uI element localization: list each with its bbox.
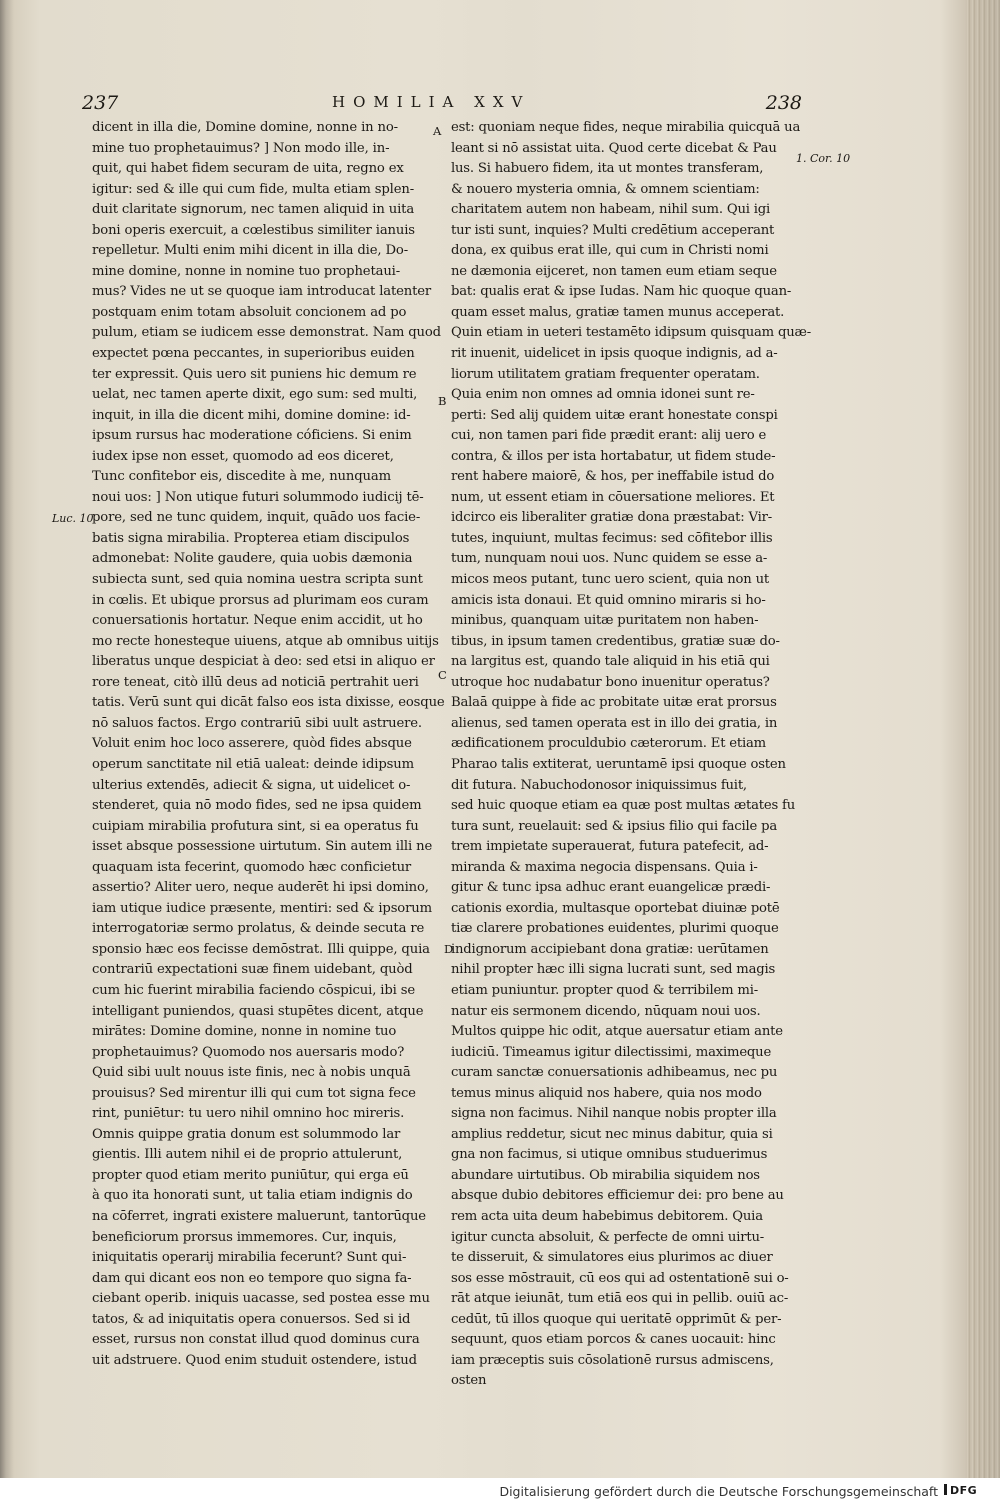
- left-column-line: mine tuo prophetauimus? ] Non modo ille, in-: [92, 140, 390, 156]
- digitization-footer: [0, 1478, 1000, 1504]
- right-column-line: iam præceptis suis cōsolationē rursus admiscens,: [451, 1352, 774, 1368]
- left-column-line: in cœlis. Et ubique prorsus ad plurimam eos curam: [92, 592, 429, 608]
- left-column-line: nō saluos factos. Ergo contrariū sibi uult astruere.: [92, 715, 422, 731]
- left-column-line: na cōferret, ingrati existere maluerunt, tantorūque: [92, 1208, 426, 1224]
- left-column-line: quit, qui habet fidem securam de uita, regno ex: [92, 161, 404, 177]
- right-column-line: & nouero mysteria omnia, & omnem scientiam:: [451, 181, 760, 197]
- right-column-line: minibus, quanquam uitæ puritatem non haben-: [451, 613, 759, 629]
- left-column-line: mirātes: Domine domine, nonne in nomine tuo: [92, 1024, 397, 1040]
- right-column-line: Balaā quippe à fide ac probitate uitæ erat prorsus: [451, 695, 777, 711]
- left-column-line: assertio? Aliter uero, neque auderēt hi ipsi domino,: [92, 880, 429, 896]
- right-column-line: rent habere maiorē, & hos, per ineffabile istud do: [451, 469, 775, 485]
- right-column-line: Quia enim non omnes ad omnia idonei sunt re-: [451, 387, 755, 403]
- right-column-line: rāt atque ieiunāt, tum etiā eos qui in pellib. ouiū ac-: [451, 1291, 789, 1307]
- left-column-line: iam utique iudice præsente, mentiri: sed & ipsorum: [92, 900, 432, 916]
- margin-letter-d: D: [444, 942, 454, 956]
- left-column-line: dicent in illa die, Domine domine, nonne in no-: [92, 120, 398, 135]
- left-column-line: iudex ipse non esset, quomodo ad eos diceret,: [92, 448, 394, 464]
- margin-letter-a: A: [433, 124, 442, 138]
- left-column-line: inquit, in illa die dicent mihi, domine domine: id-: [92, 407, 411, 423]
- left-column-line: quaquam ista fecerint, quomodo hæc conficietur: [92, 859, 412, 875]
- right-column-line: tur isti sunt, inquies? Multi credētium acceperant: [451, 222, 775, 238]
- running-title: HOMILIA XXV: [332, 93, 531, 111]
- left-column-line: igitur: sed & ille qui cum fide, multa etiam splen-: [92, 181, 415, 197]
- left-column-line: uelat, nec tamen aperte dixit, ego sum: sed multi,: [92, 387, 418, 403]
- left-column-line: prouisus? Sed mirentur illi qui cum tot signa fece: [92, 1085, 416, 1101]
- left-column-line: iniquitatis operarij mirabilia fecerunt? Sunt qui-: [92, 1250, 407, 1266]
- right-column-line: ne dæmonia eijceret, non tamen eum etiam seque: [451, 263, 777, 279]
- right-column-line: etiam puniuntur. propter quod & terribilem mi-: [451, 982, 758, 998]
- right-column-line: na largitus est, quando tale aliquid in his etiā qui: [451, 654, 770, 670]
- left-column-line: contrariū expectationi suæ finem uidebant, quòd: [92, 962, 413, 978]
- left-column-line: uit adstruere. Quod enim studuit ostendere, istud: [92, 1352, 417, 1368]
- page-number-right: 238: [765, 92, 802, 114]
- left-column-line: beneficiorum prorsus immemores. Cur, inquis,: [92, 1229, 397, 1245]
- margin-letter-b: B: [438, 394, 447, 408]
- left-column-line: Quid sibi uult nouus iste finis, nec à nobis unquā: [92, 1065, 411, 1081]
- left-column-line: stenderet, quia nō modo fides, sed ne ipsa quidem: [92, 798, 422, 814]
- right-column-line: te disseruit, & simulatores eius plurimos ac diuer: [451, 1250, 773, 1266]
- right-column-line: Pharao talis extiterat, ueruntamē ipsi quoque osten: [451, 756, 786, 772]
- left-column-line: propter quod etiam merito puniūtur, qui erga eū: [92, 1167, 409, 1183]
- right-column-line: leant si nō assistat uita. Quod certe dicebat & Pau: [451, 140, 777, 156]
- right-column-line: alienus, sed tamen operata est in illo dei gratia, in: [451, 715, 778, 731]
- right-column-line: bat: qualis erat & ipse Iudas. Nam hic quoque quan-: [451, 284, 792, 300]
- left-column-line: Omnis quippe gratia donum est solummodo lar: [92, 1126, 401, 1142]
- right-column-line: liorum utilitatem gratiam frequenter operatam.: [451, 366, 760, 382]
- left-column-line: boni operis exercuit, a cœlestibus similiter ianuis: [92, 222, 415, 238]
- left-column-line: ulterius extendēs, adiecit & signa, ut uidelicet o-: [92, 777, 411, 793]
- left-column-line: sponsio hæc eos fecisse demōstrat. Illi quippe, quia: [92, 941, 430, 957]
- left-column-line: postquam enim totam absoluit concionem ad po: [92, 304, 407, 320]
- left-column-line: duit claritate signorum, nec tamen aliquid in uita: [92, 202, 415, 218]
- left-column-line: ciebant operib. iniquis uacasse, sed postea esse mu: [92, 1291, 430, 1307]
- left-column-line: batis signa mirabilia. Propterea etiam discipulos: [92, 530, 410, 546]
- page-number-left: 237: [82, 92, 119, 114]
- left-column-line: cum hic fuerint mirabilia faciendo cōspicui, ibi se: [92, 982, 416, 998]
- left-column-line: subiecta sunt, sed quia nomina uestra scripta sunt: [92, 572, 423, 588]
- left-column-line: expectet pœna peccantes, in superioribus euiden: [92, 346, 415, 362]
- right-column-line: cedūt, tū illos quoque qui ueritatē opprimūt & per-: [451, 1311, 782, 1327]
- left-column-line: rint, puniētur: tu uero nihil omnino hoc mireris.: [92, 1106, 405, 1122]
- right-column-line: est: quoniam neque fides, neque mirabilia quicquā ua: [451, 120, 801, 135]
- right-column-line: tutes, inquiunt, multas fecimus: sed cōfitebor illis: [451, 530, 773, 546]
- footer-credit: Digitalisierung gefördert durch die Deutsche Forschungsgemeinschaft: [499, 1484, 938, 1499]
- left-column-line: isset absque possessione uirtutum. Sin autem illi ne: [92, 839, 433, 855]
- left-column-line: conuersationis hortatur. Neque enim accidit, ut ho: [92, 613, 423, 629]
- right-column-line: sos esse mōstrauit, cū eos qui ad ostentationē sui o-: [451, 1270, 789, 1286]
- right-column-line: tibus, in ipsum tamen credentibus, gratiæ suæ do-: [451, 633, 780, 649]
- left-column-line: esset, rursus non constat illud quod dominus cura: [92, 1332, 420, 1348]
- right-text-column: [451, 118, 811, 1392]
- left-column-line: ter expressit. Quis uero sit puniens hic demum re: [92, 366, 417, 382]
- left-column-line: prophetauimus? Quomodo nos auersaris modo?: [92, 1044, 405, 1060]
- right-column-line: temus minus aliquid nos habere, quia nos modo: [451, 1085, 762, 1101]
- left-column-line: operum sanctitate nil etiā ualeat: deinde idipsum: [92, 756, 414, 772]
- left-column-line: tatos, & ad iniquitatis opera conuersos. Sed si id: [92, 1311, 411, 1327]
- right-column-line: abundare uirtutibus. Ob mirabilia siquidem nos: [451, 1167, 760, 1183]
- right-column-line: sequunt, quos etiam porcos & canes uocauit: hinc: [451, 1332, 776, 1348]
- left-column-line: tatis. Verū sunt qui dicāt falso eos ista dixisse, eosque: [92, 695, 445, 711]
- right-column-line: absque dubio debitores efficiemur dei: pro bene au: [451, 1188, 784, 1204]
- left-column-line: intelligant puniendos, quasi stupētes dicent, atque: [92, 1003, 424, 1019]
- right-column-line: cui, non tamen pari fide prædit erant: alij uero e: [451, 428, 767, 444]
- right-column-line: gitur & tunc ipsa adhuc erant euangelicæ prædi-: [451, 880, 771, 896]
- right-column-line: cationis exordia, multasque oportebat diuinæ potē: [451, 900, 780, 916]
- margin-note-corinthians: 1. Cor. 10: [796, 152, 851, 165]
- left-column-line: mo recte honesteque uiuens, atque ab omnibus uitijs: [92, 633, 439, 649]
- right-column-line: trem impietate superauerat, futura patefecit, ad-: [451, 839, 769, 855]
- left-column-line: dam qui dicant eos non eo tempore quo signa fa-: [92, 1270, 412, 1286]
- left-column-line: admonebat: Nolite gaudere, quia uobis dæmonia: [92, 551, 413, 567]
- left-column-line: pulum, etiam se iudicem esse demonstrat. Nam quod: [92, 325, 441, 341]
- right-column-line: Quin etiam in ueteri testamēto idipsum quisquam quæ-: [451, 325, 811, 341]
- right-column-line: contra, & illos per ista hortabatur, ut fidem stude-: [451, 448, 776, 464]
- right-column-line: gna non facimus, si utique omnibus studuerimus: [451, 1147, 768, 1163]
- dfg-logo: DFG: [944, 1483, 986, 1498]
- left-column-line: à quo ita honorati sunt, ut talia etiam indignis do: [92, 1188, 413, 1204]
- left-column-line: rore teneat, citò illū deus ad noticiā pertrahit ueri: [92, 674, 419, 690]
- margin-note-luke: Luc. 10: [52, 512, 94, 525]
- right-column-line: amicis ista donaui. Et quid omnino miraris si ho-: [451, 592, 766, 608]
- left-column-line: mine domine, nonne in nomine tuo prophetaui-: [92, 263, 401, 279]
- right-column-line: micos meos putant, tunc uero scient, quia non ut: [451, 572, 769, 588]
- right-column-line: idcirco eis liberaliter gratiæ dona præstabat: Vir-: [451, 510, 772, 526]
- right-column-line: osten: [451, 1373, 487, 1389]
- left-column-line: repelletur. Multi enim mihi dicent in illa die, Do-: [92, 243, 408, 259]
- page-edges: [966, 0, 1000, 1478]
- right-column-line: perti: Sed alij quidem uitæ erant honestate conspi: [451, 407, 778, 423]
- left-column-line: noui uos: ] Non utique futuri solummodo iudicij tē-: [92, 489, 424, 505]
- right-column-line: charitatem autem non habeam, nihil sum. Qui igi: [451, 202, 771, 218]
- left-column-line: interrogatoriæ sermo prolatus, & deinde secuta re: [92, 921, 425, 937]
- right-column-line: nihil propter hæc illi signa lucrati sunt, sed magis: [451, 962, 776, 978]
- left-column-line: cuipiam mirabilia profutura sint, si ea operatus fu: [92, 818, 419, 834]
- left-column-line: ipsum rursus hac moderatione cóficiens. Si enim: [92, 428, 412, 444]
- right-column-line: curam sanctæ conuersationis adhibeamus, nec pu: [451, 1065, 778, 1081]
- left-column-line: liberatus unque despiciat à deo: sed etsi in aliquo er: [92, 654, 435, 670]
- right-column-line: amplius reddetur, sicut nec minus dabitur, quia si: [451, 1126, 773, 1142]
- right-column-line: rit inuenit, uidelicet in ipsis quoque indignis, ad a-: [451, 346, 778, 362]
- right-column-line: igitur cuncta absoluit, & perfecte de omni uirtu-: [451, 1229, 764, 1245]
- right-column-line: indignorum accipiebant dona gratiæ: uerūtamen: [451, 941, 769, 957]
- right-column-line: dit futura. Nabuchodonosor iniquissimus fuit,: [451, 777, 747, 793]
- right-column-line: signa non facimus. Nihil nanque nobis propter illa: [451, 1106, 777, 1122]
- right-column-line: iudiciū. Timeamus igitur dilectissimi, maximeque: [451, 1044, 772, 1060]
- running-header: [82, 92, 802, 114]
- left-column-line: mus? Vides ne ut se quoque iam introducat latenter: [92, 284, 432, 300]
- right-column-line: tiæ clarere probationes euidentes, plurimi quoque: [451, 921, 779, 937]
- right-column-line: Multos quippe hic odit, atque auersatur etiam ante: [451, 1024, 783, 1040]
- right-column-line: num, ut essent etiam in cōuersatione meliores. Et: [451, 489, 775, 505]
- right-column-line: lus. Si habuero fidem, ita ut montes transferam,: [451, 161, 764, 177]
- left-column-line: gientis. Illi autem nihil ei de proprio attulerunt,: [92, 1147, 403, 1163]
- right-column-line: utroque hoc nudabatur bono inuenitur operatus?: [451, 674, 770, 690]
- left-text-column: [92, 118, 445, 1371]
- left-column-line: pore, sed ne tunc quidem, inquit, quādo uos facie-: [92, 510, 421, 526]
- right-column-line: sed huic quoque etiam ea quæ post multas ætates fu: [451, 798, 796, 814]
- right-column-line: tura sunt, reuelauit: sed & ipsius filio qui facile pa: [451, 818, 778, 834]
- left-column-line: Voluit enim hoc loco asserere, quòd fides absque: [92, 736, 412, 752]
- right-column-line: rem acta uita deum habebimus debitorem. Quia: [451, 1208, 763, 1224]
- right-column-line: quam esset malus, gratiæ tamen munus acceperat.: [451, 304, 785, 320]
- right-column-line: dona, ex quibus erat ille, qui cum in Christi nomi: [451, 243, 769, 259]
- margin-letter-c: C: [438, 668, 447, 682]
- right-column-line: ædificationem proculdubio cæterorum. Et etiam: [451, 736, 766, 752]
- left-column-line: Tunc confitebor eis, discedite à me, nunquam: [92, 469, 391, 485]
- right-column-line: miranda & maxima negocia dispensans. Quia i-: [451, 859, 758, 875]
- right-column-line: natur eis sermonem dicendo, nūquam noui uos.: [451, 1003, 761, 1019]
- right-column-line: tum, nunquam noui uos. Nunc quidem se esse a-: [451, 551, 768, 567]
